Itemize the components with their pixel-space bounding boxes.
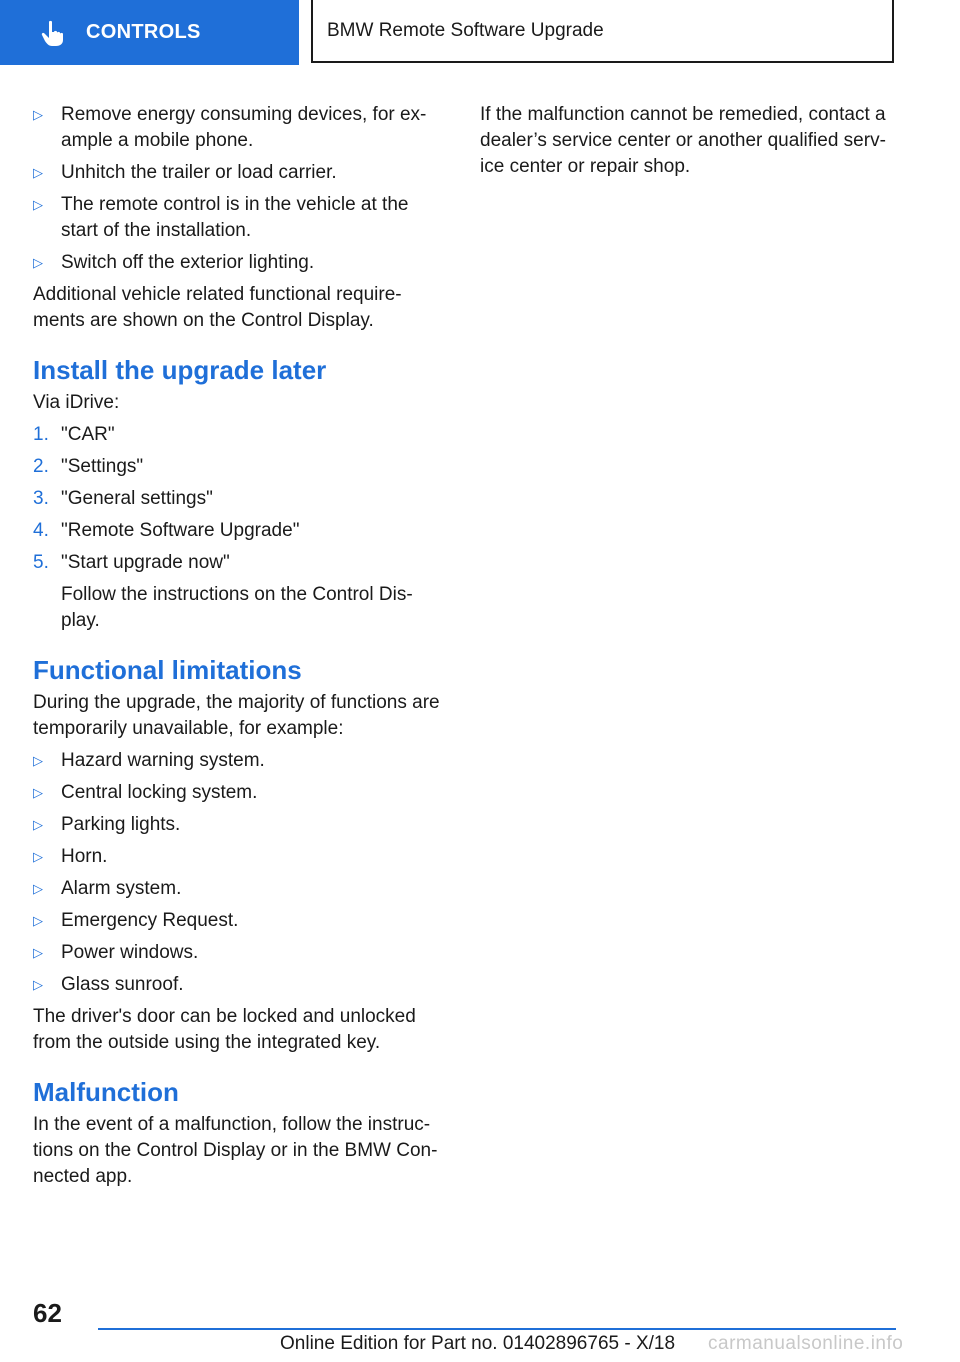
requirements-list (33, 102, 445, 276)
edition-note: Online Edition for Part no. 01402896765 - X/18 (280, 1333, 676, 1354)
triangle-bullet-icon: ▷ (33, 255, 43, 270)
chapter-title: BMW Remote Software Upgrade (327, 19, 604, 41)
triangle-bullet-icon: ▷ (33, 977, 43, 992)
section-label: CONTROLS (86, 21, 201, 43)
list-item: ▷ The remote control is in the vehicle at the start of the installation. (33, 194, 409, 241)
section-heading-install: Install the upgrade later (33, 355, 327, 385)
triangle-bullet-icon: ▷ (33, 945, 43, 960)
left-column (33, 102, 445, 1196)
list-item: ▷ Glass sunroof. (33, 972, 445, 998)
paragraph: The driver's door can be locked and unlocked from the outside using the integrated key. (33, 1006, 416, 1053)
footer-divider (98, 1328, 896, 1330)
list-item: ▷ Unhitch the trailer or load carrier. (33, 160, 445, 186)
paragraph: In the event of a malfunction, follow the instruc‐ tions on the Control Display or in the BMW Con‐ nected app. (33, 1114, 438, 1187)
list-item: ▷ Power windows. (33, 940, 445, 966)
watermark: carmanualsonline.info (708, 1333, 904, 1354)
step-item: 4. "Remote Software Upgrade" (33, 520, 300, 541)
list-item: ▷ Horn. (33, 844, 445, 870)
triangle-bullet-icon: ▷ (33, 881, 43, 896)
section-heading-limitations: Functional limitations (33, 655, 302, 685)
list-item: ▷ Alarm system. (33, 876, 445, 902)
paragraph: During the upgrade, the majority of functions are temporarily unavailable, for example: (33, 692, 440, 739)
step-item: 1. "CAR" (33, 424, 115, 445)
list-item: ▷ Central locking system. (33, 780, 445, 806)
hand-pointer-icon (38, 18, 68, 48)
section-heading-malfunction: Malfunction (33, 1077, 179, 1107)
section-tab (0, 0, 299, 65)
triangle-bullet-icon: ▷ (33, 165, 43, 180)
step-item: 3. "General settings" (33, 488, 213, 509)
step-item: 5. "Start upgrade now" (33, 552, 230, 573)
triangle-bullet-icon: ▷ (33, 197, 43, 212)
paragraph: Via iDrive: (33, 392, 120, 413)
triangle-bullet-icon: ▷ (33, 913, 43, 928)
list-item: ▷ Emergency Request. (33, 908, 445, 934)
triangle-bullet-icon: ▷ (33, 753, 43, 768)
triangle-bullet-icon: ▷ (33, 849, 43, 864)
list-item: ▷ Parking lights. (33, 812, 445, 838)
triangle-bullet-icon: ▷ (33, 107, 43, 122)
step-item: 2. "Settings" (33, 456, 144, 477)
right-column (480, 102, 900, 186)
paragraph: If the malfunction cannot be remedied, contact a dealer’s service center or another qualified serv‐ ice center or repair shop. (480, 104, 886, 177)
triangle-bullet-icon: ▷ (33, 785, 43, 800)
list-item: ▷ Hazard warning system. (33, 748, 445, 774)
triangle-bullet-icon: ▷ (33, 817, 43, 832)
page-number: 62 (33, 1298, 62, 1328)
list-item: ▷ Remove energy consuming devices, for ex‐ ample a mobile phone. (33, 104, 427, 151)
limitations-list (33, 748, 445, 998)
paragraph: Additional vehicle related functional require‐ ments are shown on the Control Display. (33, 284, 402, 331)
step-followup: Follow the instructions on the Control Dis‐ play. (61, 584, 413, 631)
install-steps (33, 422, 445, 576)
chapter-title-box (311, 0, 894, 63)
list-item: ▷ Switch off the exterior lighting. (33, 250, 445, 276)
